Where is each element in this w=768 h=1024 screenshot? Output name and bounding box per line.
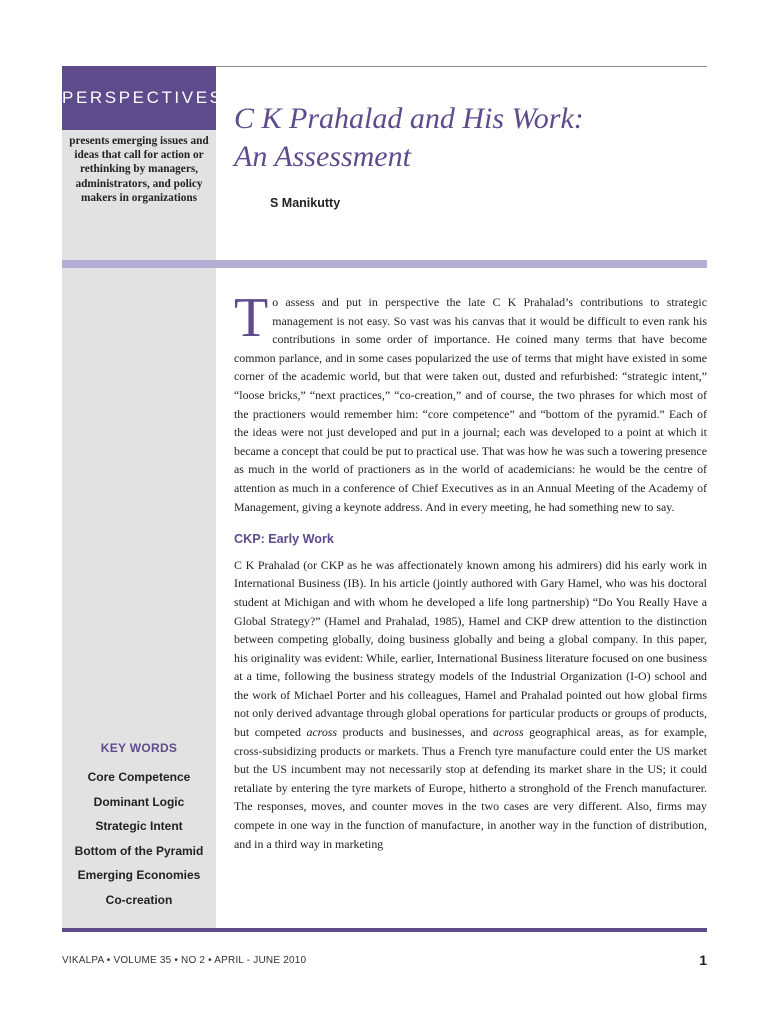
keywords-box [62, 741, 216, 913]
banner-description: presents emerging issues and ideas that call for action or rethinking by managers, administrators, and policy makers in organizations [69, 135, 209, 204]
keyword-item: Dominant Logic [93, 794, 185, 809]
p2-emphasis-1: across [306, 725, 338, 740]
section-divider-band [62, 260, 707, 268]
p2-emphasis-2: across [493, 725, 524, 740]
keywords-heading: KEY WORDS [100, 741, 178, 755]
top-rule [216, 66, 707, 67]
journal-footer: VIKALPA • VOLUME 35 • NO 2 • APRIL - JUNE 2010 [62, 955, 307, 966]
article-title [234, 100, 704, 176]
article-body [234, 293, 707, 923]
perspectives-banner: PERSPECTIVES [62, 66, 216, 130]
page-number: 1 [699, 952, 707, 968]
p2-text-b: products and businesses, and [337, 725, 494, 740]
drop-cap: T [234, 293, 269, 349]
body-paragraph-2 [234, 556, 707, 854]
section-heading: CKP: Early Work [234, 532, 334, 547]
p2-text-a: C K Prahalad (or CKP as he was affectionately known among his admirers) did his early work in International Business (IB). In his article (jointly authored with Gary Hamel, who was his doctoral student at Michigan and with whom he developed a life long partnership) “Do You Really Have a Global Strategy?” (Hamel and Prahalad, 1985), Hamel and CKP drew attention to the distinction between competing globally, doing business globally and being a global company. In this paper, his originality was evident: While, earlier, International Business literature focused on one business at a time, following the business strategy models of the Industrial Organization (I-O) school and the work of Michael Porter and his colleagues, Hamel and Prahalad pointed out how global firms not only derived advantage through global operations for particular products or groups of products, but competed [234, 557, 707, 740]
p2-text-c: geographical areas, as for example, cross-subsidizing products or markets. Thus a French tyre manufacture could enter the US market but the US incumbent may not necessarily stop at defending its market share in the US; it could retaliate by entering the tyre markets of Europe, hitherto a stronghold of the French manufacturer. The responses, moves, and counter moves in the two cases are very different. Also, firms may compete in one way in the function of manufacture, in another way in the function of distribution, and in a third way in marketing [234, 725, 707, 851]
keyword-item: Emerging Economies [77, 868, 201, 883]
title-line-2: An Assessment [234, 140, 411, 173]
keyword-item: Core Competence [87, 770, 191, 784]
intro-text: o assess and put in perspective the late C K Prahalad’s contributions to strategic management is not easy. So vast was his canvas that it would be difficult to even rank his contributions in some order of importance. He coined many terms that have become common parlance, and in some cases popularized the use of terms that might have existed in some corner of the academic world, but that were taken out, dusted and refurbished: “strategic intent,” “loose bricks,” “next practices,” “co-creation,” and of course, the two phrases for which most of the practioners would remember him: “core competence” and “bottom of the pyramid.” Each of the ideas were not just developed and put in a journal; each was developed to a point at which it became a concept that could be put to practical use. That was how he was such a towering presence as much in the world of practioners as in the world of academicians: he would be the centre of attention as much in a conference of Chief Executives as in an Annual Meeting of the Academy of Management, giving a keynote address. And in every meeting, he had something new to say. [234, 295, 707, 514]
title-line-1: C K Prahalad and His Work: [234, 102, 584, 135]
intro-paragraph [234, 293, 707, 516]
keyword-item: Bottom of the Pyramid [74, 843, 204, 858]
keyword-item: Strategic Intent [95, 819, 183, 834]
author-name: S Manikutty [270, 196, 341, 210]
footer-band [62, 928, 707, 932]
keyword-item: Co-creation [105, 892, 173, 907]
